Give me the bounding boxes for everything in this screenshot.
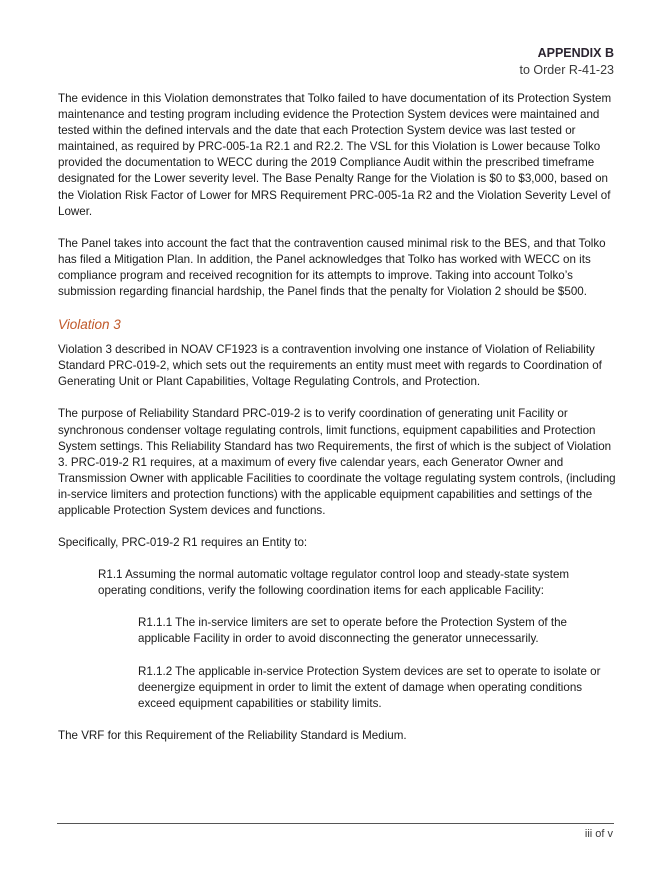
paragraph-panel-finding: The Panel takes into account the fact that the contravention caused minimal risk to the BES, and that Tolko has filed a Mitigation Plan. In addition, the Panel acknowledges that Tolko has worked with WECC on its compliance program and received recognition for its attempts to improve. Taking into account Tolko’s submission regarding financial hardship, the Panel finds that the penalty for Violation 2 should be $500. [58,236,606,299]
requirement-r1-1: R1.1 Assuming the normal automatic voltage regulator control loop and steady-state system operating conditions, verify the following coordination items for each applicable Facility: [98,568,570,598]
section-heading-violation-3: Violation 3 [58,317,121,333]
document-body [58,91,620,760]
requirement-r1-1-2: R1.1.2 The applicable in-service Protection System devices are set to operate to isolate or deenergize equipment in order to limit the extent of damage when operating conditions exceed equipment capabilities or stability limits. [138,664,601,710]
appendix-title: APPENDIX B [537,46,614,60]
page-number: iii of v [584,828,613,840]
paragraph-evidence: The evidence in this Violation demonstrates that Tolko failed to have documentation of its Protection System maintenance and testing program including evidence the Protection System devices were maintained and tested within the defined intervals and the date that each Protection System device was last tested or maintained, as required by PRC-005-1a R2.1 and R2.2. The VSL for this Violation is Lower because Tolko provided the documentation to WECC during the 2019 Compliance Audit within the prescribed timeframe designated for the Lower severity level. The Base Penalty Range for the Violation is $0 to $3,000, based on the Violation Risk Factor of Lower for MRS Requirement PRC-005-1a R2 and the Violation Severity Level of Lower. [58,92,612,218]
paragraph-specifically: Specifically, PRC-019-2 R1 requires an Entity to: [58,536,308,550]
order-reference: to Order R-41-23 [519,63,614,77]
document-header [520,45,614,79]
requirement-r1-1-1: R1.1.1 The in-service limiters are set to operate before the Protection System of the applicable Facility in order to avoid disconnecting the generator unnecessarily. [138,616,567,646]
footer-divider [57,823,614,824]
paragraph-standard-purpose: The purpose of Reliability Standard PRC-019-2 is to verify coordination of generating unit Facility or synchronous condenser voltage regulating controls, limit functions, equipment capabilities and Protection System settings. This Reliability Standard has two Requirements, the first of which is the subject of Violation 3. PRC-019-2 R1 requires, at a maximum of every five calendar years, each Generator Owner and Transmission Owner with applicable Facilities to coordinate the voltage regulating system controls, (including in-service limiters and protection functions) with the applicable equipment capabilities and settings of the applicable Protection System devices and functions. [58,407,616,517]
paragraph-violation-description: Violation 3 described in NOAV CF1923 is a contravention involving one instance of Violation of Reliability Standard PRC-019-2, which sets out the requirements an entity must meet with regards to Coordination of Generating Unit or Plant Capabilities, Voltage Regulating Controls, and Protection. [58,343,602,389]
paragraph-vrf: The VRF for this Requirement of the Reliability Standard is Medium. [58,728,407,742]
